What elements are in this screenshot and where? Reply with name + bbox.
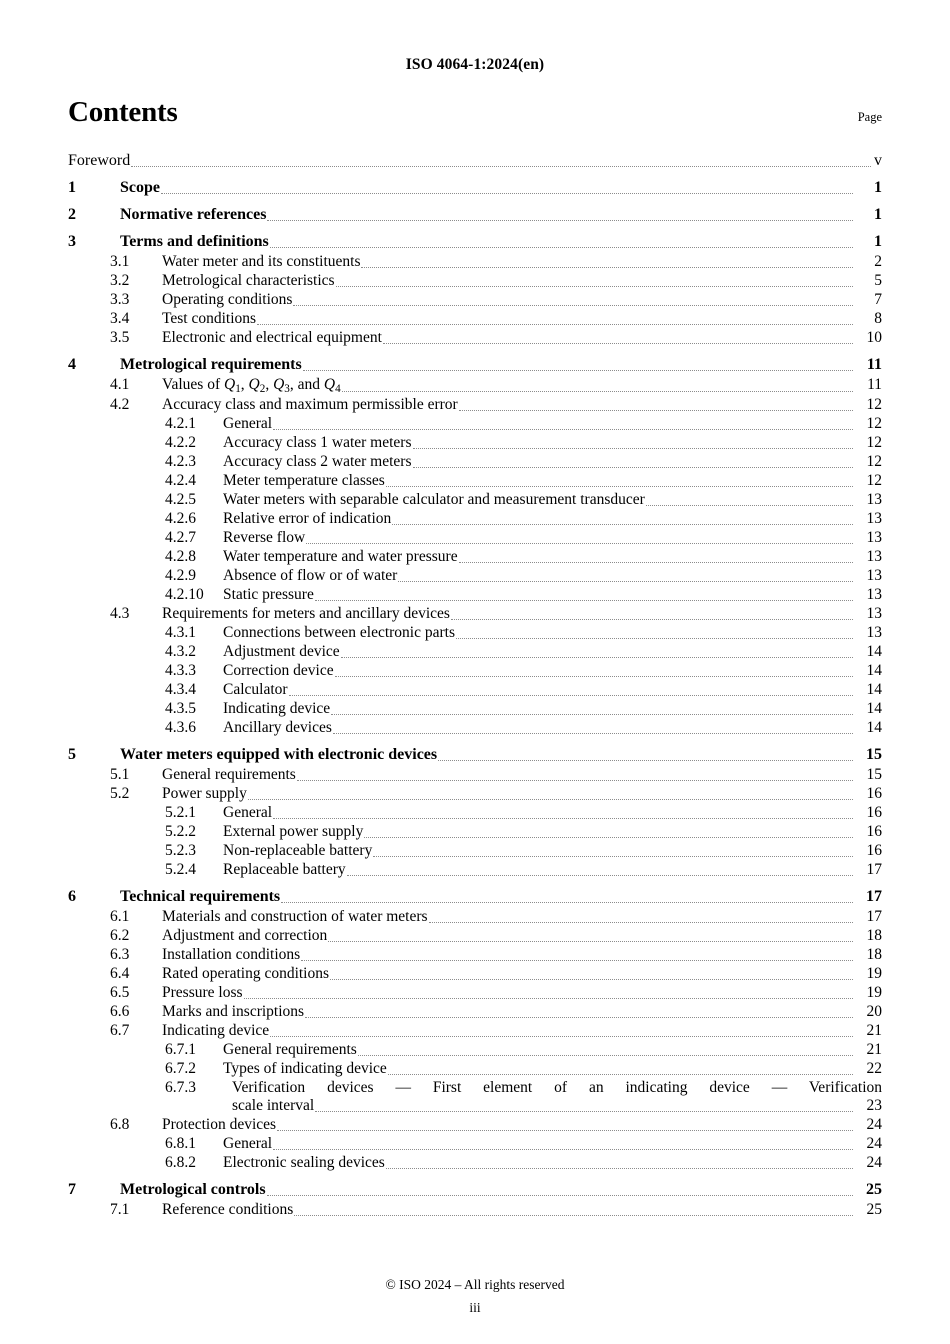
toc-entry-page: 19 (866, 984, 882, 1002)
toc-entry[interactable] (68, 842, 882, 860)
toc-entry[interactable] (68, 434, 882, 452)
toc-leader-dots (383, 342, 853, 344)
running-header: ISO 4064-1:2024(en) (405, 56, 545, 73)
toc-entry-number: 4.1 (110, 376, 130, 393)
toc-entry-number: 3 (68, 233, 76, 250)
toc-entry-page: 12 (866, 415, 882, 433)
toc-entry-label: Technical requirements (120, 888, 281, 906)
toc-entry-label: Test conditions (162, 310, 257, 327)
toc-entry-number: 6.7 (110, 1022, 130, 1040)
toc-entry-label: Ancillary devices (223, 719, 332, 737)
toc-entry-number: 6.7.3 (165, 1079, 196, 1097)
toc-leader-dots (248, 798, 853, 800)
toc-entry-label: Installation conditions (162, 946, 301, 964)
toc-entry-page: 17 (866, 861, 882, 879)
toc-entry-number: 3.1 (110, 253, 130, 270)
toc-leader-dots (451, 618, 853, 620)
toc-entry[interactable] (68, 179, 882, 197)
toc-entry-label: Water meters with separable calculator and measurement transducer (223, 491, 645, 509)
toc-entry-number: 6.7.2 (165, 1060, 196, 1078)
toc-entry-page: 20 (866, 1003, 882, 1021)
toc-entry-number: 4 (68, 356, 76, 373)
toc-entry-page: 12 (866, 434, 882, 452)
toc-entry[interactable] (68, 1116, 882, 1134)
toc-entry-page: 7 (874, 291, 882, 308)
toc-entry[interactable] (68, 233, 882, 251)
toc-entry-page: 18 (866, 927, 882, 945)
toc-entry-page: 13 (866, 491, 882, 509)
toc-entry[interactable] (68, 453, 882, 471)
toc-entry[interactable] (68, 785, 882, 803)
toc-entry-label: Metrological controls (120, 1181, 266, 1199)
toc-leader-dots (335, 675, 853, 677)
toc-entry-label: Protection devices (162, 1116, 277, 1134)
toc-leader-dots (328, 940, 853, 942)
toc-entry[interactable] (68, 510, 882, 528)
toc-entry-label: Indicating device (223, 700, 331, 718)
toc-entry-page: 16 (866, 785, 882, 803)
toc-entry-label: Correction device (223, 662, 334, 680)
toc-leader-dots (273, 1148, 853, 1150)
toc-entry-label: Materials and construction of water meters (162, 908, 428, 926)
toc-entry[interactable] (68, 1135, 882, 1153)
toc-entry[interactable] (68, 548, 882, 566)
toc-entry-number: 4.2.4 (165, 472, 196, 490)
toc-entry[interactable] (68, 624, 882, 642)
toc-entry-page: 11 (866, 356, 882, 373)
toc-entry[interactable] (68, 823, 882, 841)
toc-leader-dots (341, 656, 853, 658)
toc-leader-dots (306, 542, 853, 544)
toc-leader-dots (413, 447, 854, 449)
toc-entry-number: 4.3.3 (165, 662, 196, 680)
toc-entry-page: 16 (866, 804, 882, 822)
toc-entry[interactable] (68, 1154, 882, 1172)
toc-entry-label: General requirements (223, 1041, 357, 1059)
toc-entry-page: 13 (866, 529, 882, 547)
toc-entry[interactable] (68, 1201, 882, 1219)
toc-entry-number: 6.7.1 (165, 1041, 196, 1059)
toc-entry-label-continued: scale interval (232, 1097, 315, 1115)
toc-entry-page: 10 (866, 329, 882, 346)
toc-entry[interactable] (68, 662, 882, 680)
toc-entry[interactable] (68, 965, 882, 983)
toc-entry-page: 13 (866, 586, 882, 604)
toc-entry-label: Accuracy class and maximum permissible error (162, 396, 458, 414)
toc-entry-number: 6.8.2 (165, 1154, 196, 1172)
toc-entry-number: 5.2.2 (165, 823, 196, 841)
toc-entry-number: 4.2.7 (165, 529, 196, 547)
toc-entry[interactable] (68, 253, 882, 271)
toc-entry[interactable] (68, 472, 882, 490)
toc-entry-label: Meter temperature classes (223, 472, 385, 490)
toc-entry-label: Metrological requirements (120, 356, 302, 373)
toc-entry-page: 24 (866, 1154, 882, 1172)
toc-leader-dots (303, 369, 853, 371)
toc-leader-dots (294, 1214, 853, 1216)
toc-entry[interactable] (68, 1041, 882, 1059)
toc-entry[interactable] (68, 804, 882, 822)
toc-entry-page: 16 (866, 823, 882, 841)
toc-entry-page: 15 (866, 746, 882, 764)
toc-entry[interactable] (68, 719, 882, 737)
toc-leader-dots (293, 304, 853, 306)
toc-entry-label: Electronic and electrical equipment (162, 329, 382, 346)
toc-entry-label: Terms and definitions (120, 233, 269, 250)
toc-leader-dots (413, 466, 854, 468)
toc-entry-label: Types of indicating device (223, 1060, 387, 1078)
toc-entry-number: 6.1 (110, 908, 130, 926)
toc-entry-label: Water meter and its constituents (162, 253, 361, 270)
toc-entry-number: 4.3.4 (165, 681, 196, 699)
toc-entry-page: 17 (866, 908, 882, 926)
toc-entry[interactable] (68, 605, 882, 623)
toc-entry-number: 4.2 (110, 396, 130, 414)
toc-entry-page: 13 (866, 510, 882, 528)
contents-heading-row (68, 98, 882, 127)
page-column-label: Page (857, 109, 882, 124)
toc-leader-dots (161, 192, 853, 194)
toc-entry[interactable] (68, 491, 882, 509)
toc-entry[interactable] (68, 643, 882, 661)
toc-entry-label: General requirements (162, 766, 296, 784)
toc-entry-number: 3.3 (110, 291, 130, 308)
toc-entry-page: 1 (874, 233, 882, 250)
toc-entry-number: 6.6 (110, 1003, 130, 1021)
toc-entry-page: 8 (874, 310, 882, 327)
toc-leader-dots (267, 219, 853, 221)
toc-entry-page: 24 (866, 1116, 882, 1134)
toc-leader-dots (131, 165, 871, 167)
toc-entry-page: 13 (866, 548, 882, 566)
toc-entry-number: 4.3.1 (165, 624, 196, 642)
toc-entry-number: 5.2.1 (165, 804, 196, 822)
toc-leader-dots (289, 694, 853, 696)
footer-page-number: iii (469, 1300, 481, 1315)
toc-entry-page: 22 (866, 1060, 882, 1078)
toc-entry-label: Rated operating conditions (162, 965, 330, 983)
toc-entry-number: 7 (68, 1181, 76, 1199)
toc-entry-page: 13 (866, 624, 882, 642)
toc-leader-dots (347, 874, 853, 876)
toc-leader-dots (333, 732, 853, 734)
toc-entry-label: Water meters equipped with electronic devices (120, 746, 438, 764)
toc-entry-label: General (223, 415, 273, 433)
toc-entry-label: Pressure loss (162, 984, 243, 1002)
toc-entry-number: 3.4 (110, 310, 130, 327)
toc-entry[interactable] (68, 586, 882, 604)
toc-leader-dots (459, 561, 853, 563)
toc-entry-page: 21 (866, 1022, 882, 1040)
toc-entry-page: 23 (866, 1097, 882, 1115)
toc-entry-label: External power supply (223, 823, 364, 841)
toc-entry-label: Accuracy class 2 water meters (223, 453, 412, 471)
toc-entry-number: 6.2 (110, 927, 130, 945)
toc-entry-label: Reverse flow (223, 529, 306, 547)
toc-leader-dots (392, 523, 853, 525)
toc-entry-label: Marks and inscriptions (162, 1003, 305, 1021)
toc-entry-label: Adjustment device (223, 643, 340, 661)
toc-leader-dots (315, 599, 853, 601)
toc-entry[interactable] (68, 529, 882, 547)
toc-leader-dots (342, 390, 853, 392)
toc-entry[interactable] (68, 1022, 882, 1040)
toc-entry[interactable] (68, 1181, 882, 1199)
toc-entry-number: 5.2 (110, 785, 130, 803)
toc-entry-page: 1 (874, 179, 882, 196)
toc-entry[interactable] (68, 415, 882, 433)
toc-entry-number: 3.2 (110, 272, 130, 289)
toc-entry-label: Replaceable battery (223, 861, 346, 879)
toc-leader-dots (386, 485, 853, 487)
toc-entry-label: Accuracy class 1 water meters (223, 434, 412, 452)
toc-entry-page: 21 (866, 1041, 882, 1059)
toc-entry-page: 14 (866, 681, 882, 699)
toc-entry-label: Requirements for meters and ancillary devices (162, 605, 450, 623)
toc-entry-page: 18 (866, 946, 882, 964)
toc-entry-label: Metrological characteristics (162, 272, 335, 289)
toc-entry-page: 17 (866, 888, 882, 906)
toc-entry-number: 1 (68, 179, 76, 196)
toc-entry-page: 19 (866, 965, 882, 983)
toc-entry-label: Normative references (120, 206, 267, 223)
toc-entry-number: 4.2.2 (165, 434, 196, 452)
toc-leader-dots (277, 1129, 853, 1131)
toc-entry-number: 6.4 (110, 965, 130, 983)
toc-entry-label: Relative error of indication (223, 510, 392, 528)
toc-entry-label: Operating conditions (162, 291, 293, 308)
toc-entry-page: 25 (866, 1181, 882, 1199)
toc-entry-label: Power supply (162, 785, 247, 803)
toc-entry-number: 7.1 (110, 1201, 130, 1219)
toc-entry[interactable] (68, 567, 882, 585)
toc-leader-dots (386, 1167, 853, 1169)
toc-leader-dots (305, 1016, 853, 1018)
toc-entry-number: 4.2.5 (165, 491, 196, 509)
toc-leader-dots (388, 1073, 853, 1075)
toc-leader-dots (301, 959, 853, 961)
toc-entry-page: 25 (866, 1201, 882, 1219)
toc-entry[interactable] (68, 152, 882, 170)
toc-entry-number: 5 (68, 746, 76, 764)
toc-entry-page: 24 (866, 1135, 882, 1153)
toc-leader-dots (358, 1054, 853, 1056)
toc-entry[interactable] (68, 376, 882, 395)
toc-entry[interactable] (68, 291, 882, 309)
toc-entry-page: 2 (874, 253, 882, 270)
toc-leader-dots (270, 246, 853, 248)
toc-entry-number: 3.5 (110, 329, 130, 346)
toc-entry-label: Electronic sealing devices (223, 1154, 385, 1172)
toc-entry-number: 5.2.3 (165, 842, 196, 860)
toc-entry-label: Scope (120, 179, 160, 196)
toc-entry[interactable] (68, 861, 882, 879)
toc-entry[interactable] (68, 746, 882, 764)
toc-entry[interactable] (68, 310, 882, 328)
toc-entry[interactable] (68, 1060, 882, 1078)
toc-entry[interactable] (68, 272, 882, 290)
toc-leader-dots (330, 978, 853, 980)
toc-entry[interactable] (68, 356, 882, 374)
toc-entry[interactable] (68, 984, 882, 1002)
toc-entry-page: 12 (866, 396, 882, 414)
toc-entry-number: 4.2.1 (165, 415, 196, 433)
page-footer (0, 1277, 950, 1316)
toc-leader-dots (315, 1110, 853, 1112)
toc-entry-page: 5 (874, 272, 882, 289)
toc-leader-dots (373, 855, 853, 857)
toc-leader-dots (429, 921, 853, 923)
toc-entry-page: 12 (866, 472, 882, 490)
toc-entry-number: 4.2.10 (165, 586, 204, 604)
toc-leader-dots (244, 997, 853, 999)
toc-entry-number: 4.2.8 (165, 548, 196, 566)
toc-entry-page: 14 (866, 719, 882, 737)
toc-leader-dots (336, 285, 853, 287)
toc-entry-number: 6.8.1 (165, 1135, 196, 1153)
toc-leader-dots (456, 637, 853, 639)
toc-entry-number: 4.2.9 (165, 567, 196, 585)
toc-entry[interactable] (68, 396, 882, 414)
toc-leader-dots (281, 901, 853, 903)
toc-entry[interactable] (68, 700, 882, 718)
toc-entry[interactable] (68, 206, 882, 224)
toc-entry-number: 6.5 (110, 984, 130, 1002)
toc-entry-page: 14 (866, 700, 882, 718)
toc-entry-label: Indicating device (162, 1022, 270, 1040)
toc-leader-dots (297, 779, 853, 781)
toc-leader-dots (459, 409, 853, 411)
toc-entry-label: Values of $Q_1$, $Q_2$, $Q_3$, and $Q_4$ (162, 376, 341, 396)
table-of-contents (68, 152, 882, 1220)
toc-entry-number: 4.2.3 (165, 453, 196, 471)
toc-leader-dots (438, 759, 853, 761)
page-title: Contents (68, 96, 178, 128)
toc-leader-dots (398, 580, 853, 582)
toc-entry-page: 14 (866, 662, 882, 680)
toc-entry-number: 5.2.4 (165, 861, 196, 879)
toc-entry-number: 6.3 (110, 946, 130, 964)
toc-leader-dots (273, 428, 853, 430)
toc-entry[interactable] (68, 1003, 882, 1021)
toc-entry-number: 4.3.2 (165, 643, 196, 661)
toc-entry[interactable] (68, 927, 882, 945)
toc-entry-number: 6 (68, 888, 76, 906)
toc-entry[interactable] (68, 908, 882, 926)
toc-leader-dots (267, 1194, 853, 1196)
toc-entry-label: Foreword (68, 152, 131, 169)
toc-leader-dots (257, 323, 853, 325)
toc-entry-page: 14 (866, 643, 882, 661)
toc-entry[interactable] (68, 888, 882, 906)
toc-entry-page: 13 (866, 567, 882, 585)
toc-entry[interactable] (68, 946, 882, 964)
toc-entry-page: 15 (866, 766, 882, 784)
toc-entry-page: 13 (866, 605, 882, 623)
toc-leader-dots (361, 266, 853, 268)
toc-entry-label: Non-replaceable battery (223, 842, 373, 860)
toc-entry-page: 12 (866, 453, 882, 471)
toc-entry[interactable] (68, 766, 882, 784)
toc-entry-label: Adjustment and correction (162, 927, 328, 945)
toc-leader-dots (273, 817, 853, 819)
toc-entry-number: 5.1 (110, 766, 130, 784)
toc-leader-dots (646, 504, 853, 506)
toc-entry-number: 4.3 (110, 605, 130, 623)
toc-entry-label: General (223, 804, 273, 822)
toc-entry-number: 2 (68, 206, 76, 223)
toc-entry-page: 11 (867, 376, 882, 393)
toc-entry-label: Absence of flow or of water (223, 567, 398, 585)
toc-leader-dots (270, 1035, 853, 1037)
toc-entry-page: 1 (874, 206, 882, 223)
toc-entry-label: Verification devices — First element of an indicating device — Verification (232, 1079, 882, 1097)
toc-entry-number: 4.3.6 (165, 719, 196, 737)
toc-entry[interactable] (68, 1079, 882, 1115)
toc-entry-page: v (874, 152, 882, 169)
toc-entry-label: Reference conditions (162, 1201, 294, 1219)
copyright-notice: © ISO 2024 – All rights reserved (385, 1277, 565, 1292)
toc-entry[interactable] (68, 329, 882, 347)
toc-leader-dots (331, 713, 853, 715)
toc-entry-label: Water temperature and water pressure (223, 548, 458, 566)
toc-entry-label: General (223, 1135, 273, 1153)
toc-entry-page: 16 (866, 842, 882, 860)
toc-entry[interactable] (68, 681, 882, 699)
toc-entry-number: 6.8 (110, 1116, 130, 1134)
toc-entry-number: 4.2.6 (165, 510, 196, 528)
toc-entry-label: Static pressure (223, 586, 314, 604)
toc-entry-label: Connections between electronic parts (223, 624, 455, 642)
toc-entry-label: Calculator (223, 681, 288, 699)
toc-leader-dots (364, 836, 853, 838)
toc-entry-number: 4.3.5 (165, 700, 196, 718)
